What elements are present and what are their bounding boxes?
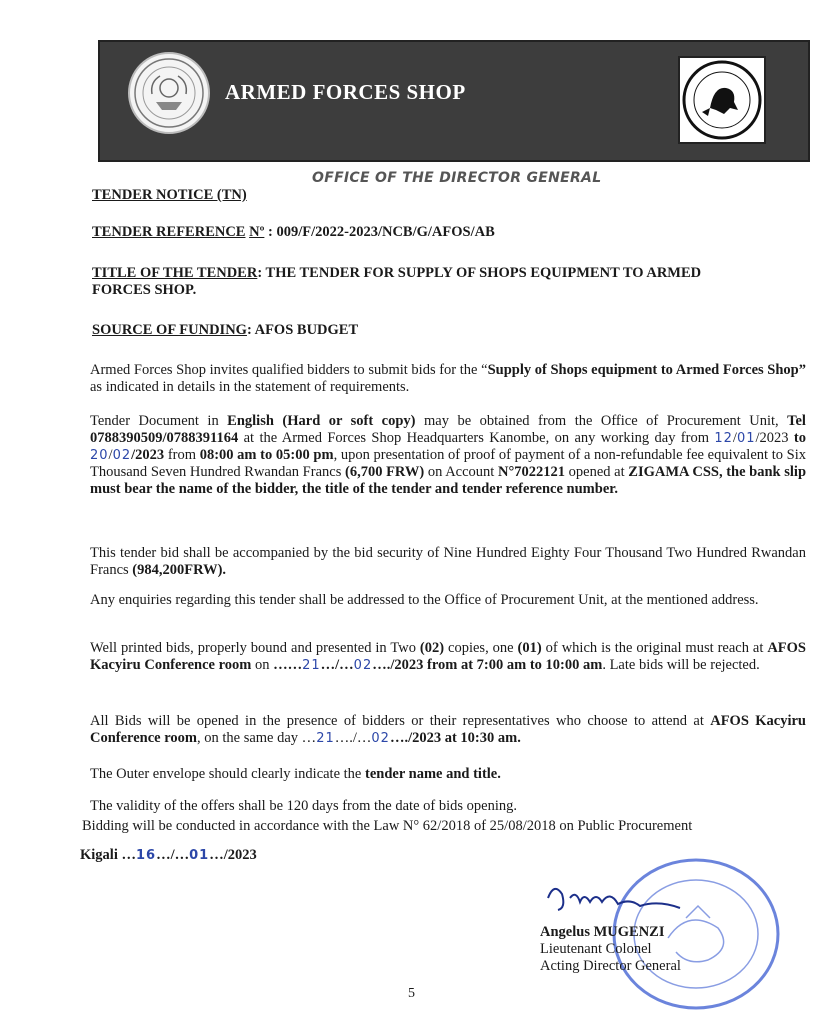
p1-text-b: Supply of Shops equipment to Armed Forces Shop” bbox=[487, 362, 806, 378]
p3-text-b: (984,200FRW). bbox=[132, 562, 227, 578]
signoff-sep: …/… bbox=[156, 847, 190, 863]
handwritten-start-month: 01 bbox=[736, 431, 756, 446]
national-emblem-icon bbox=[128, 52, 210, 134]
tender-reference-line bbox=[92, 224, 495, 241]
handwritten-deadline-month: 02 bbox=[353, 658, 373, 673]
signatory-name: Angelus MUGENZI bbox=[540, 924, 665, 940]
handwritten-signature-icon bbox=[540, 880, 690, 920]
p5-text-c: copies, one bbox=[444, 640, 518, 656]
handwritten-start-day: 12 bbox=[714, 431, 733, 446]
p2-text-i: from bbox=[164, 447, 200, 463]
signoff-year: …/2023 bbox=[209, 847, 257, 863]
handwritten-end-day: 20 bbox=[90, 448, 109, 463]
p2-text-q: ZIGAMA CSS, the bank slip must bear the name of the bidder, the title of the tender and tender reference number. bbox=[90, 464, 807, 497]
p7-text-b: tender name and title. bbox=[365, 766, 501, 782]
p2-text-b: English (Hard or soft copy) bbox=[227, 413, 416, 429]
handwritten-sign-month: 01 bbox=[189, 848, 210, 863]
p2-text-c: may be obtained from the Office of Procurement Unit, bbox=[415, 413, 788, 429]
signatory-role: Acting Director General bbox=[540, 958, 681, 974]
tender-reference-no: Nº bbox=[249, 224, 265, 240]
tender-title-value: : THE TENDER FOR SUPPLY OF SHOPS EQUIPMENT TO ARMED bbox=[257, 265, 702, 281]
source-of-funding-value: : AFOS BUDGET bbox=[246, 322, 359, 338]
handwritten-opening-month: 02 bbox=[371, 731, 390, 746]
tender-title-line bbox=[92, 265, 701, 282]
source-of-funding-line bbox=[92, 322, 358, 339]
p3-text-a: This tender bid shall be accompanied by the bid security of Nine Hundred Eighty Four Thousand Two Hundred Rwandan Francs bbox=[90, 545, 806, 578]
p2-text-d: Tel 0788390509/0788391164 bbox=[90, 413, 806, 446]
p2-text-o: opened at bbox=[565, 464, 629, 480]
paragraph-invitation bbox=[90, 362, 806, 396]
signatory-rank: Lieutenant Colonel bbox=[540, 941, 652, 957]
page-number: 5 bbox=[408, 986, 415, 1001]
p5-text-k: . Late bids will be rejected. bbox=[602, 657, 760, 673]
p5-text-i: …/… bbox=[320, 657, 354, 673]
paragraph-bid-security bbox=[90, 545, 806, 579]
handwritten-sign-day: 16 bbox=[136, 848, 157, 863]
p7-text-a: The Outer envelope should clearly indicate the bbox=[90, 766, 365, 782]
p5-text-a: Well printed bids, properly bound and presented in Two bbox=[90, 640, 420, 656]
p6-text-a: All Bids will be opened in the presence of bidders or their representatives who choose to attend at bbox=[90, 713, 711, 729]
p1-text-a: Armed Forces Shop invites qualified bidders to submit bids for the “ bbox=[90, 362, 488, 378]
paragraph-law: Bidding will be conducted in accordance with the Law N° 62/2018 of 25/08/2018 on Public Procurement bbox=[82, 818, 693, 834]
p5-text-j: …./2023 from at 7:00 am to 10:00 am bbox=[372, 657, 603, 673]
tender-title-label: TITLE OF THE TENDER bbox=[92, 265, 258, 281]
source-of-funding-label: SOURCE OF FUNDING bbox=[92, 322, 247, 338]
signoff-date bbox=[80, 847, 257, 864]
p2-text-f: /2023 bbox=[755, 430, 789, 446]
handwritten-end-month: 02 bbox=[112, 448, 132, 463]
paragraph-tender-document: Tender Document in English (Hard or soft copy) may be obtained from the Office of Procurement Unit, Tel 0788390509/0788391164 at the Armed Forces Shop Headquarters Kanombe, on any working day from 12/01/2023 to 20/02/2023 from 08:00 am to 05:00 pm, upon presentation of proof of payment of a non-refundable fee equivalent to Six Thousand Seven Hundred Rwandan Francs (6,700 FRW) on Account N°7022121 opened at ZIGAMA CSS, the bank slip must bear the name of the bidder, the title of the tender and tender reference number. bbox=[90, 413, 807, 497]
tender-notice-label: TENDER NOTICE (TN) bbox=[92, 187, 247, 203]
paragraph-enquiries: Any enquiries regarding this tender shall be addressed to the Office of Procurement Unit, at the mentioned address. bbox=[90, 592, 759, 608]
p2-text-g: to bbox=[788, 430, 806, 446]
p2-text-a: Tender Document in bbox=[90, 413, 228, 429]
p2-text-j: 08:00 am to 05:00 pm bbox=[199, 447, 334, 463]
p5-text-h: …… bbox=[273, 657, 303, 673]
p2-text-k: , upon presentation of proof of payment of a non-refundable fee equivalent to Six Thousand Seven Hundred Rwandan Francs bbox=[90, 447, 806, 480]
office-heading: OFFICE OF THE DIRECTOR GENERAL bbox=[312, 170, 602, 186]
paragraph-bid-opening bbox=[90, 713, 806, 747]
p2-text-m: on Account bbox=[424, 464, 498, 480]
p1-text-c: as indicated in details in the statement of requirements. bbox=[90, 379, 410, 395]
p5-text-g: on bbox=[251, 657, 274, 673]
p5-text-f: AFOS Kacyiru Conference room bbox=[90, 640, 806, 673]
p2-text-h: /2023 bbox=[131, 447, 165, 463]
p5-text-e: of which is the original must reach at bbox=[541, 640, 768, 656]
p2-text-n: N°7022121 bbox=[497, 464, 566, 480]
signoff-place: Kigali … bbox=[80, 847, 136, 863]
p6-text-b: AFOS Kacyiru Conference room bbox=[90, 713, 806, 746]
p5-text-b: (02) bbox=[419, 640, 445, 656]
paragraph-validity: The validity of the offers shall be 120 days from the date of bids opening. bbox=[90, 798, 517, 814]
handwritten-deadline-day: 21 bbox=[302, 658, 321, 673]
paragraph-envelope bbox=[90, 766, 806, 783]
tender-reference-value: : 009/F/2022-2023/NCB/G/AFOS/AB bbox=[268, 224, 495, 240]
p5-text-d: (01) bbox=[517, 640, 542, 656]
afos-logo-icon bbox=[678, 56, 766, 144]
p6-text-d: …./… bbox=[334, 730, 372, 746]
page-title: ARMED FORCES SHOP bbox=[225, 80, 466, 104]
p6-text-e: …./2023 at 10:30 am. bbox=[389, 730, 521, 746]
tender-title-value-2: FORCES SHOP. bbox=[92, 282, 197, 298]
p2-text-e: at the Armed Forces Shop Headquarters Kanombe, on any working day from bbox=[238, 430, 715, 446]
handwritten-opening-day: 21 bbox=[316, 731, 335, 746]
p2-text-l: (6,700 FRW) bbox=[344, 464, 425, 480]
paragraph-submission bbox=[90, 640, 806, 674]
tender-reference-label: TENDER REFERENCE bbox=[92, 224, 246, 240]
p6-text-c: , on the same day … bbox=[196, 730, 317, 746]
